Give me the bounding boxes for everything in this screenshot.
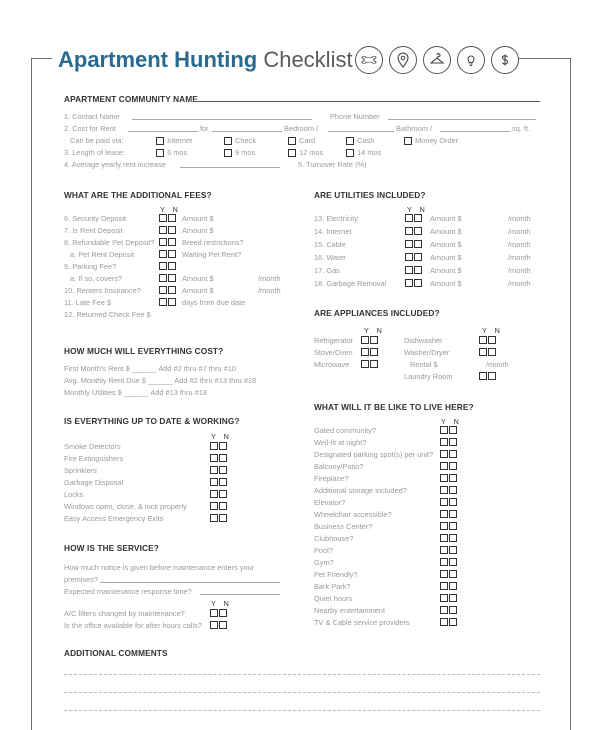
cost-row-utilities: Monthly Utilities $ ______ Add #13 thru #18 [64,388,207,397]
live-row-yn-11-no-checkbox[interactable] [449,558,457,566]
fee-row-yn-3 [159,250,176,258]
utility-row-yn-4-no-checkbox[interactable] [414,266,422,274]
pay-cash-checkbox[interactable] [346,137,354,145]
fee-row-yn-0 [159,214,176,222]
fees-yn-header: Y N [160,205,181,214]
appliance-right-label-3: Laundry Room [404,372,453,381]
live-row-yn-16-no-checkbox[interactable] [449,618,457,626]
live-row-yn-1-yes-checkbox[interactable] [440,438,448,446]
live-row-yn-15 [440,606,457,614]
lease-9-option[interactable]: 9 mos [224,148,255,157]
working-row-yn-4-no-checkbox[interactable] [219,490,227,498]
working-row-label-5: Windows open, close, & lock properly [64,502,187,511]
utility-row-yn-2 [405,240,422,248]
live-row-yn-3-yes-checkbox[interactable] [440,462,448,470]
comments-section-title: ADDITIONAL COMMENTS [64,648,168,658]
cost-section-title: HOW MUCH WILL EVERYTHING COST? [64,346,224,356]
appliance-left-yn-2-yes-checkbox[interactable] [361,360,369,368]
working-row-yn-6 [210,514,227,522]
appliance-right-yn-1-yes-checkbox[interactable] [479,348,487,356]
working-row-label-3: Garbage Disposal [64,478,124,487]
office-yes-checkbox[interactable] [210,621,218,629]
phone-number-label: Phone Number [330,112,380,121]
service-office-label: Is the office available for after hours calls? [64,621,202,630]
phone-number-field[interactable] [388,119,536,120]
live-row-yn-10-no-checkbox[interactable] [449,546,457,554]
fee-row-label-7: 11. Late Fee $ [64,298,112,307]
appliance-left-label-0: Refrigerator [314,336,354,345]
fee-row-label-6: 10. Renters Insurance? [64,286,141,295]
fee-row-yn-5 [159,274,176,282]
appliance-rental-tail: /month [486,360,509,369]
live-row-yn-5-no-checkbox[interactable] [449,486,457,494]
utility-row-yn-2-no-checkbox[interactable] [414,240,422,248]
live-row-label-1: Well-lit at night? [314,438,367,447]
utility-row-yn-5-yes-checkbox[interactable] [405,279,413,287]
lease-6-checkbox[interactable] [156,149,164,157]
working-row-yn-6-yes-checkbox[interactable] [210,514,218,522]
live-row-yn-9 [440,534,457,542]
appliance-right-label-0: Dishwasher [404,336,443,345]
fee-row-label-3: a. Pet Rent Deposit [70,250,135,259]
fee-row-yn-3-no-checkbox[interactable] [168,250,176,258]
utility-row-label-3: 16. Water [314,253,346,262]
fee-row-yn-6 [159,286,176,294]
appliance-left-label-2: Microwave [314,360,350,369]
appliance-left-yn-1-no-checkbox[interactable] [370,348,378,356]
sqft-label: sq. ft. [512,124,531,133]
utility-row-yn-3-yes-checkbox[interactable] [405,253,413,261]
working-section-title: IS EVERYTHING UP TO DATE & WORKING? [64,416,240,426]
live-row-yn-9-no-checkbox[interactable] [449,534,457,542]
utility-row-amount-3: Amount $ [430,253,462,262]
bathroom-field[interactable] [328,131,394,132]
fee-row-right-6: Amount $ [182,286,214,295]
utility-row-label-5: 18. Garbage Removal [314,279,387,288]
fee-row-yn-0-yes-checkbox[interactable] [159,214,167,222]
utility-row-amount-2: Amount $ [430,240,462,249]
live-row-yn-0 [440,426,457,434]
live-row-yn-13-no-checkbox[interactable] [449,582,457,590]
working-row-yn-0-no-checkbox[interactable] [219,442,227,450]
live-row-label-12: Pet Friendly? [314,570,358,579]
live-row-yn-6-yes-checkbox[interactable] [440,498,448,506]
utility-row-label-0: 13. Electricity [314,214,358,223]
utility-row-amount-5: Amount $ [430,279,462,288]
utility-row-yn-5 [405,279,422,287]
comment-line-2[interactable] [64,692,540,693]
rent-for-label: for [200,124,209,133]
utility-row-yn-4-yes-checkbox[interactable] [405,266,413,274]
live-row-yn-4-no-checkbox[interactable] [449,474,457,482]
utility-row-tail-2: /month [508,240,531,249]
utility-row-tail-4: /month [508,266,531,275]
bone-icon [355,46,383,74]
live-row-yn-14-no-checkbox[interactable] [449,594,457,602]
service-notice-label: How much notice is given before maintenance enters your [64,563,255,572]
lease-length-label: 3. Length of lease: [64,148,125,157]
live-row-yn-1 [440,438,457,446]
fee-row-right-3: Waiting Pet Rent? [182,250,242,259]
appliance-left-yn-2 [361,360,378,368]
live-row-label-2: Designated parking spot(s) per unit? [314,450,434,459]
appliance-right-yn-0 [479,336,496,344]
live-row-label-13: Bark Park? [314,582,351,591]
dollar-icon [491,46,519,74]
appliances-yn-header-right: Y N [482,326,503,335]
lease-12-option[interactable]: 12 mos [288,148,323,157]
live-row-yn-4-yes-checkbox[interactable] [440,474,448,482]
working-row-yn-5-no-checkbox[interactable] [219,502,227,510]
utility-row-yn-3-no-checkbox[interactable] [414,253,422,261]
fee-row-yn-1-yes-checkbox[interactable] [159,226,167,234]
bedroom-field[interactable] [212,131,282,132]
live-row-yn-15-no-checkbox[interactable] [449,606,457,614]
office-no-checkbox[interactable] [219,621,227,629]
working-row-yn-2-no-checkbox[interactable] [219,466,227,474]
fee-row-yn-7-no-checkbox[interactable] [168,298,176,306]
live-row-label-4: Fireplace? [314,474,349,483]
live-yn-header: Y N [441,417,462,426]
live-row-yn-5 [440,486,457,494]
fee-row-label-4: 9. Parking Fee? [64,262,117,271]
fee-row-yn-7 [159,298,176,306]
live-row-yn-11 [440,558,457,566]
live-row-label-11: Gym? [314,558,334,567]
live-row-label-14: Quiet hours [314,594,353,603]
pay-money-order-option[interactable]: Money Order [404,136,458,145]
fees-section-title: WHAT ARE THE ADDITIONAL FEES? [64,190,212,200]
fee-row-tail-6: /month [258,286,281,295]
appliance-right-yn-3-yes-checkbox[interactable] [479,372,487,380]
fee-row-yn-7-yes-checkbox[interactable] [159,298,167,306]
pay-internet-checkbox[interactable] [156,137,164,145]
comment-line-1[interactable] [64,674,540,675]
appliance-right-yn-3 [479,372,496,380]
working-row-label-2: Sprinklers [64,466,97,475]
live-row-yn-14 [440,594,457,602]
utility-row-amount-0: Amount $ [430,214,462,223]
live-row-label-7: Wheelchair accessible? [314,510,392,519]
utility-row-yn-5-no-checkbox[interactable] [414,279,422,287]
live-row-yn-2-no-checkbox[interactable] [449,450,457,458]
service-ac-yn [210,609,227,617]
fee-row-yn-1 [159,226,176,234]
yearly-rent-increase-label: 4. Average yearly rent increase [64,160,166,169]
service-premises-label: premises? [64,575,99,584]
live-row-yn-0-yes-checkbox[interactable] [440,426,448,434]
appliances-yn-header-left: Y N [364,326,385,335]
live-row-yn-16-yes-checkbox[interactable] [440,618,448,626]
utility-row-yn-1-yes-checkbox[interactable] [405,227,413,235]
utility-row-amount-4: Amount $ [430,266,462,275]
live-row-yn-14-yes-checkbox[interactable] [440,594,448,602]
working-row-yn-3 [210,478,227,486]
live-row-yn-13 [440,582,457,590]
utility-row-tail-5: /month [508,279,531,288]
appliance-left-label-1: Stove/Oven [314,348,353,357]
fee-row-label-1: 7. Is Rent Deposit [64,226,123,235]
community-name-line[interactable] [195,101,540,102]
live-row-label-5: Additional storage included? [314,486,407,495]
fee-row-label-2: 8. Refundable Pet Deposit? [64,238,155,247]
appliance-right-label-2: Rental $ [410,360,438,369]
lease-14-checkbox[interactable] [346,149,354,157]
appliance-right-yn-1 [479,348,496,356]
working-row-yn-1 [210,454,227,462]
working-row-yn-1-yes-checkbox[interactable] [210,454,218,462]
bathroom-label: Bathroom / [396,124,433,133]
appliance-left-yn-1 [361,348,378,356]
appliance-right-yn-0-no-checkbox[interactable] [488,336,496,344]
utility-row-yn-2-yes-checkbox[interactable] [405,240,413,248]
working-row-yn-4 [210,490,227,498]
live-row-label-0: Gated community? [314,426,377,435]
utilities-section-title: ARE UTILITIES INCLUDED? [314,190,426,200]
hanger-icon [423,46,451,74]
response-field[interactable] [200,594,280,595]
service-response-label: Expected maintenance response time? [64,587,192,596]
cost-for-rent-label: 2. Cost for Rent [64,124,116,133]
live-row-yn-3-no-checkbox[interactable] [449,462,457,470]
sqft-field[interactable] [440,131,510,132]
lease-14-option[interactable]: 14 mos [346,148,381,157]
fee-row-right-2: Breed restrictions? [182,238,244,247]
appliances-section-title: ARE APPLIANCES INCLUDED? [314,308,440,318]
pay-internet-option[interactable]: Internet [156,136,192,145]
appliance-left-yn-0-no-checkbox[interactable] [370,336,378,344]
appliance-right-label-1: Washer/Dryer [404,348,450,357]
live-row-yn-12 [440,570,457,578]
live-row-label-6: Elevator? [314,498,346,507]
live-row-yn-12-no-checkbox[interactable] [449,570,457,578]
map-pin-icon [389,46,417,74]
utility-row-label-2: 15. Cable [314,240,346,249]
fee-row-tail-5: /month [258,274,281,283]
contact-name-label: 1. Contact Name [64,112,120,121]
utility-row-yn-0-yes-checkbox[interactable] [405,214,413,222]
working-row-yn-3-yes-checkbox[interactable] [210,478,218,486]
fee-row-yn-5-yes-checkbox[interactable] [159,274,167,282]
fee-row-yn-1-no-checkbox[interactable] [168,226,176,234]
fee-row-yn-2-no-checkbox[interactable] [168,238,176,246]
pay-money-order-checkbox[interactable] [404,137,412,145]
live-row-yn-16 [440,618,457,626]
fee-row-yn-0-no-checkbox[interactable] [168,214,176,222]
utility-row-label-4: 17. Gas [314,266,340,275]
fee-row-yn-5-no-checkbox[interactable] [168,274,176,282]
page-title: Apartment Hunting Checklist [58,47,353,72]
working-row-label-4: Locks [64,490,84,499]
lightbulb-icon [457,46,485,74]
ac-no-checkbox[interactable] [219,609,227,617]
pay-check-checkbox[interactable] [224,137,232,145]
appliance-right-yn-3-no-checkbox[interactable] [488,372,496,380]
live-row-label-15: Nearby entertainment [314,606,386,615]
live-row-yn-2 [440,450,457,458]
working-row-yn-4-yes-checkbox[interactable] [210,490,218,498]
working-row-yn-2-yes-checkbox[interactable] [210,466,218,474]
appliance-right-yn-0-yes-checkbox[interactable] [479,336,487,344]
pay-card-checkbox[interactable] [288,137,296,145]
utility-row-amount-1: Amount $ [430,227,462,236]
live-row-label-9: Clubhouse? [314,534,354,543]
utility-row-yn-1-no-checkbox[interactable] [414,227,422,235]
fee-row-yn-6-yes-checkbox[interactable] [159,286,167,294]
fee-row-yn-3-yes-checkbox[interactable] [159,250,167,258]
turnover-rate-label: 5. Turnover Rate (%) [298,160,367,169]
yearly-increase-field[interactable] [180,167,280,168]
appliance-left-yn-0-yes-checkbox[interactable] [361,336,369,344]
working-row-yn-1-no-checkbox[interactable] [219,454,227,462]
working-row-yn-2 [210,466,227,474]
live-row-yn-12-yes-checkbox[interactable] [440,570,448,578]
live-row-label-3: Balcony/Patio? [314,462,364,471]
rent-cost-field[interactable] [128,131,198,132]
live-row-yn-8-yes-checkbox[interactable] [440,522,448,530]
pay-card-option[interactable]: Card [288,136,315,145]
live-row-yn-5-yes-checkbox[interactable] [440,486,448,494]
working-row-label-0: Smoke Detectors [64,442,121,451]
pay-cash-option[interactable]: Cash [346,136,374,145]
live-row-yn-10 [440,546,457,554]
contact-name-field[interactable] [132,119,312,120]
bedroom-label: Bedroom / [284,124,319,133]
live-row-yn-0-no-checkbox[interactable] [449,426,457,434]
utility-row-yn-4 [405,266,422,274]
service-yn-header: Y N [211,599,232,608]
service-office-yn [210,621,227,629]
live-row-label-16: TV & Cable service providers [314,618,410,627]
live-row-yn-4 [440,474,457,482]
notice-field[interactable] [100,582,280,583]
live-row-yn-9-yes-checkbox[interactable] [440,534,448,542]
appliance-left-yn-1-yes-checkbox[interactable] [361,348,369,356]
fee-row-yn-2 [159,238,176,246]
working-yn-header: Y N [211,432,232,441]
cost-row-first-month: First Month's Rent $ ______ Add #2 thru #7 thru #10 [64,364,236,373]
appliance-right-yn-1-no-checkbox[interactable] [488,348,496,356]
utility-row-tail-3: /month [508,253,531,262]
working-row-yn-5 [210,502,227,510]
live-row-yn-2-yes-checkbox[interactable] [440,450,448,458]
utility-row-yn-3 [405,253,422,261]
cost-row-monthly-rent: Avg. Monthly Rent Due $ ______ Add #2 thru #13 thru #18 [64,376,257,385]
live-row-yn-7-no-checkbox[interactable] [449,510,457,518]
working-row-label-1: Fire Extinguishers [64,454,124,463]
lease-12-checkbox[interactable] [288,149,296,157]
live-section-title: WHAT WILL IT BE LIKE TO LIVE HERE? [314,402,474,412]
live-row-yn-7 [440,510,457,518]
working-row-yn-0-yes-checkbox[interactable] [210,442,218,450]
fee-row-right-5: Amount $ [182,274,214,283]
ac-yes-checkbox[interactable] [210,609,218,617]
fee-row-right-0: Amount $ [182,214,214,223]
utility-row-tail-0: /month [508,214,531,223]
fee-row-label-0: 6. Security Deposit [64,214,127,223]
working-row-yn-0 [210,442,227,450]
live-row-yn-11-yes-checkbox[interactable] [440,558,448,566]
live-row-label-8: Business Center? [314,522,373,531]
utility-row-tail-1: /month [508,227,531,236]
community-name-label: APARTMENT COMMUNITY NAME [64,94,198,104]
live-row-label-10: Pool? [314,546,333,555]
lease-6-option[interactable]: 6 mos [156,148,187,157]
live-row-yn-6 [440,498,457,506]
header-icons [355,46,519,76]
fee-row-yn-4 [159,262,176,270]
lease-9-checkbox[interactable] [224,149,232,157]
utility-row-yn-1 [405,227,422,235]
service-section-title: HOW IS THE SERVICE? [64,543,159,553]
live-row-yn-3 [440,462,457,470]
fee-row-right-1: Amount $ [182,226,214,235]
live-row-yn-6-no-checkbox[interactable] [449,498,457,506]
fee-row-yn-6-no-checkbox[interactable] [168,286,176,294]
live-row-yn-8-no-checkbox[interactable] [449,522,457,530]
live-row-yn-15-yes-checkbox[interactable] [440,606,448,614]
fee-row-yn-2-yes-checkbox[interactable] [159,238,167,246]
working-row-label-6: Easy Access Emergency Exits [64,514,164,523]
utility-row-label-1: 14. Internet [314,227,352,236]
appliance-left-yn-0 [361,336,378,344]
utility-row-yn-0-no-checkbox[interactable] [414,214,422,222]
utilities-yn-header: Y N [407,205,428,214]
fee-row-label-5: a. If so, covers? [70,274,123,283]
appliance-left-yn-2-no-checkbox[interactable] [370,360,378,368]
fee-row-yn-4-no-checkbox[interactable] [168,262,176,270]
working-row-yn-6-no-checkbox[interactable] [219,514,227,522]
live-row-yn-13-yes-checkbox[interactable] [440,582,448,590]
live-row-yn-10-yes-checkbox[interactable] [440,546,448,554]
paid-via-label: Can be paid via: [70,136,124,145]
utility-row-yn-0 [405,214,422,222]
fee-row-label-8: 12. Returned Check Fee $ [64,310,151,319]
pay-check-option[interactable]: Check [224,136,256,145]
working-row-yn-3-no-checkbox[interactable] [219,478,227,486]
working-row-yn-5-yes-checkbox[interactable] [210,502,218,510]
live-row-yn-8 [440,522,457,530]
fee-row-right-7: days from due date [182,298,246,307]
fee-row-yn-4-yes-checkbox[interactable] [159,262,167,270]
comment-line-3[interactable] [64,710,540,711]
service-ac-label: A/C filters changed by maintenance? [64,609,185,618]
live-row-yn-1-no-checkbox[interactable] [449,438,457,446]
live-row-yn-7-yes-checkbox[interactable] [440,510,448,518]
